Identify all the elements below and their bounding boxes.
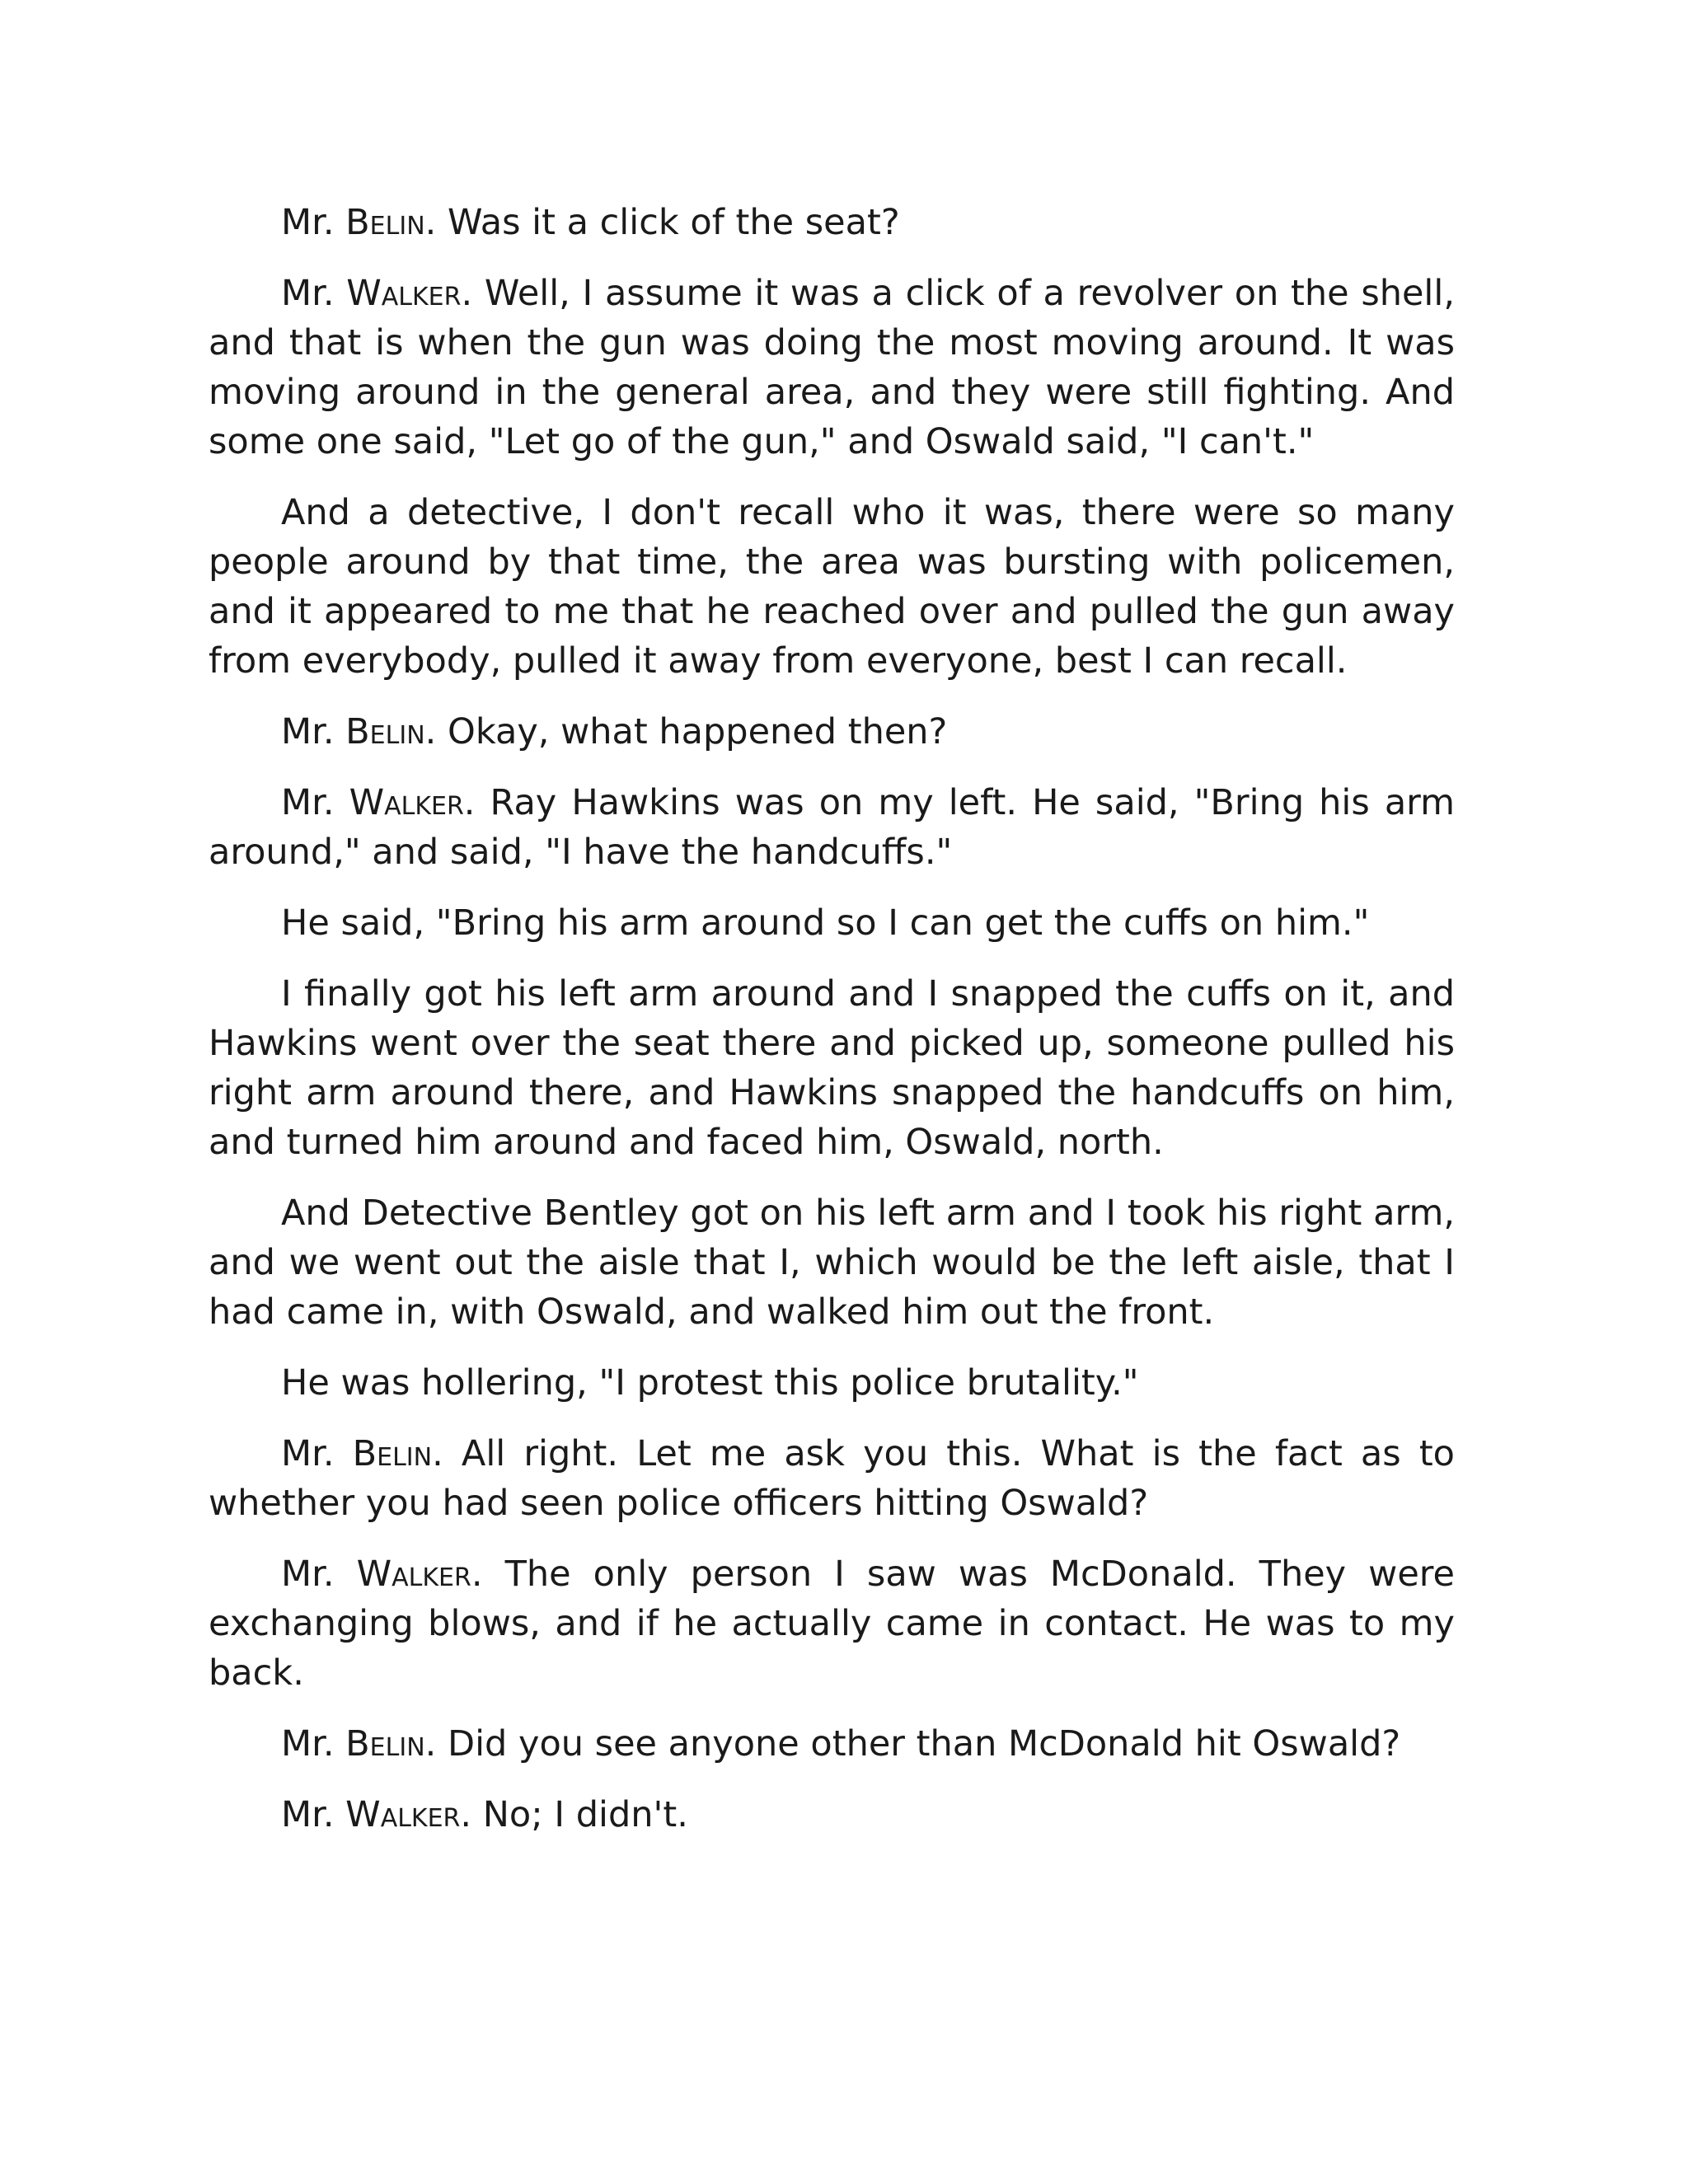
speaker-prefix: Mr. <box>281 782 349 823</box>
paragraph-text: And Detective Bentley got on his left arm and I took his right arm, and we went out the aisle that I, which would be the left aisle, that I had came in, with Oswald, and walked him out the front. <box>209 1193 1455 1333</box>
speaker-name: Belin <box>345 1723 425 1765</box>
speaker-suffix: . <box>471 1554 483 1595</box>
paragraph-8 <box>209 1188 1455 1337</box>
paragraph-4 <box>209 707 1455 757</box>
paragraph-text: Did you see anyone other than McDonald hit Oswald? <box>436 1723 1401 1765</box>
speaker-prefix: Mr. <box>281 1433 353 1474</box>
paragraph-text: I finally got his left arm around and I snapped the cuffs on it, and Hawkins went over the seat there and picked up, someone pulled his right arm around there, and Hawkins snapped the handcuffs on him, and turned him around and faced him, Oswald, north. <box>209 973 1455 1163</box>
paragraph-7 <box>209 969 1455 1167</box>
paragraph-5 <box>209 778 1455 877</box>
speaker-suffix: . <box>461 273 473 314</box>
paragraph-text: And a detective, I don't recall who it was, there were so many people around by that time, the area was bursting with policemen, and it appeared to me that he reached over and pulled the gun away from everybody, pulled it away from everyone, best I can recall. <box>209 492 1455 682</box>
paragraph-text: No; I didn't. <box>471 1794 688 1835</box>
paragraph-1 <box>209 198 1455 247</box>
paragraph-6 <box>209 898 1455 948</box>
speaker-prefix: Mr. <box>281 273 347 314</box>
speaker-prefix: Mr. <box>281 1554 357 1595</box>
speaker-prefix: Mr. <box>281 1723 346 1765</box>
speaker-prefix: Mr. <box>281 711 346 752</box>
paragraph-text: He was hollering, "I protest this police brutality." <box>281 1362 1139 1404</box>
paragraph-9 <box>209 1358 1455 1408</box>
speaker-suffix: . <box>424 711 437 752</box>
speaker-suffix: . <box>424 202 437 243</box>
speaker-name: Belin <box>345 202 425 243</box>
speaker-suffix: . <box>460 1794 472 1835</box>
paragraph-11 <box>209 1549 1455 1698</box>
paragraph-text: Well, I assume it was a click of a revolver on the shell, and that is when the gun was doing the most moving around. It was moving around in the general area, and they were still fighting. And some one said, "Let go of the gun," and Oswald said, "I can't." <box>209 273 1455 462</box>
paragraph-text: Was it a click of the seat? <box>436 202 900 243</box>
speaker-suffix: . <box>424 1723 437 1765</box>
transcript-page <box>209 198 1455 1861</box>
speaker-name: Belin <box>345 711 425 752</box>
speaker-prefix: Mr. <box>281 202 346 243</box>
paragraph-10 <box>209 1429 1455 1528</box>
paragraph-text: Okay, what happened then? <box>436 711 948 752</box>
speaker-name: Walker <box>346 273 462 314</box>
speaker-name: Walker <box>356 1554 471 1595</box>
paragraph-text: The only person I saw was McDonald. They were exchanging blows, and if he actually came in contact. He was to my back. <box>209 1554 1455 1694</box>
speaker-name: Walker <box>345 1794 461 1835</box>
paragraph-13 <box>209 1790 1455 1840</box>
paragraph-2 <box>209 269 1455 466</box>
paragraph-text: He said, "Bring his arm around so I can get the cuffs on him." <box>281 902 1370 944</box>
paragraph-3 <box>209 488 1455 686</box>
speaker-suffix: . <box>463 782 476 823</box>
paragraph-text: All right. Let me ask you this. What is the fact as to whether you had seen police officers hitting Oswald? <box>209 1433 1455 1524</box>
paragraph-12 <box>209 1719 1455 1769</box>
paragraph-text: Ray Hawkins was on my left. He said, "Bring his arm around," and said, "I have the handcuffs." <box>209 782 1455 873</box>
speaker-suffix: . <box>432 1433 443 1474</box>
speaker-prefix: Mr. <box>281 1794 346 1835</box>
speaker-name: Walker <box>349 782 464 823</box>
speaker-name: Belin <box>352 1433 433 1474</box>
